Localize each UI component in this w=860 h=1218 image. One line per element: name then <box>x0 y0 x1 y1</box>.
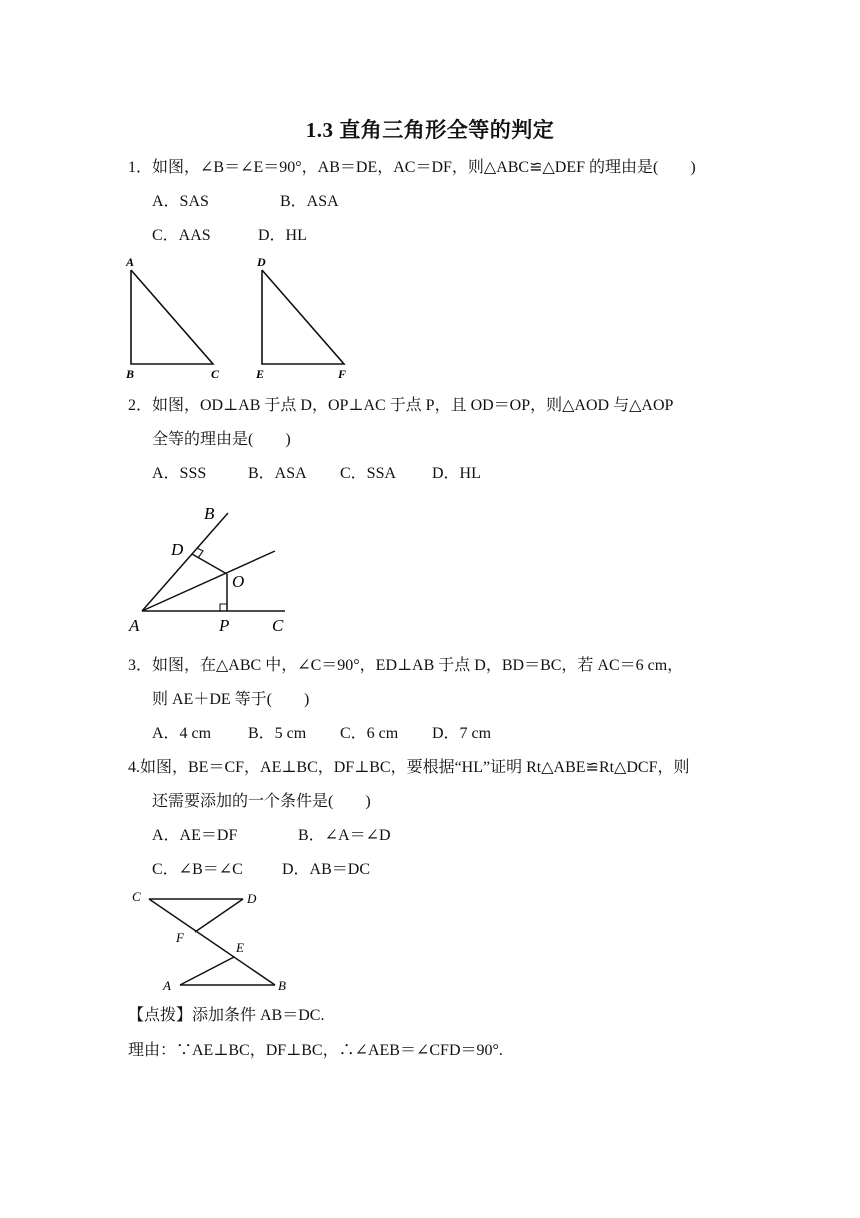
triangle-abc <box>131 270 213 364</box>
question-4-stem-line2: 还需要添加的一个条件是( ) <box>152 793 371 810</box>
q4-option-c: C．∠B＝∠C <box>152 861 243 878</box>
segment-df <box>195 899 243 932</box>
question-2-stem-line2: 全等的理由是( ) <box>152 431 291 448</box>
label-c: C <box>211 367 220 381</box>
label-b: B <box>126 367 135 381</box>
label-b: B <box>278 978 286 993</box>
label-d: D <box>171 540 184 559</box>
right-angle-mark-d <box>197 548 203 558</box>
label-c: C <box>272 616 284 635</box>
label-f: F <box>176 930 184 945</box>
q1-option-a: A．SAS <box>152 193 209 210</box>
label-p: P <box>219 616 230 635</box>
q3-option-d: D．7 cm <box>432 725 492 742</box>
q3-option-b: B．5 cm <box>248 725 307 742</box>
label-b: B <box>204 504 215 523</box>
q1-option-b: B．ASA <box>280 193 339 210</box>
triangle-def <box>262 270 344 364</box>
ray-ao <box>142 551 275 611</box>
question-4-stem-line1: 4.如图，BE＝CF，AE⊥BC，DF⊥BC，要根据“HL”证明 Rt△ABE≌Rt△DCF，则 <box>128 759 690 776</box>
q3-option-a: A．4 cm <box>152 725 212 742</box>
label-c: C <box>132 889 141 904</box>
q4-figure <box>125 883 300 998</box>
label-d: D <box>247 891 257 906</box>
q2-figure <box>125 500 300 640</box>
label-e: E <box>256 367 265 381</box>
label-a: A <box>129 616 140 635</box>
label-e: E <box>236 940 244 955</box>
q2-option-a: A．SSS <box>152 465 207 482</box>
label-o: O <box>232 572 245 591</box>
question-3-stem-line2: 则 AE＋DE 等于( ) <box>152 691 310 708</box>
label-d: D <box>257 255 266 269</box>
segment-od <box>192 554 227 574</box>
q3-option-c: C．6 cm <box>340 725 399 742</box>
q4-option-d: D．AB＝DC <box>282 861 371 878</box>
question-2-stem-line1: 2．如图，OD⊥AB 于点 D，OP⊥AC 于点 P，且 OD＝OP，则△AOD 与△AOP <box>128 397 674 414</box>
ray-ab <box>142 513 228 611</box>
segment-ae <box>180 957 234 985</box>
q1-option-d: D．HL <box>258 227 307 244</box>
label-f: F <box>338 367 347 381</box>
label-a: A <box>163 978 171 993</box>
label-a: A <box>126 255 135 269</box>
hint-label: 【点拨】添加条件 AB＝DC. <box>128 1007 325 1024</box>
q2-option-b: B．ASA <box>248 465 307 482</box>
q2-option-c: C．SSA <box>340 465 397 482</box>
hint-reason: 理由：∵AE⊥BC，DF⊥BC，∴∠AEB＝∠CFD＝90°. <box>128 1042 503 1059</box>
q2-option-d: D．HL <box>432 465 481 482</box>
segment-cb <box>149 899 275 985</box>
q4-option-b: B．∠A＝∠D <box>298 827 391 844</box>
q1-option-c: C．AAS <box>152 227 211 244</box>
page-title: 1.3 直角三角形全等的判定 <box>305 118 555 142</box>
q1-figure <box>118 250 358 385</box>
question-1-stem: 1．如图，∠B＝∠E＝90°，AB＝DE，AC＝DF，则△ABC≌△DEF 的理由是( ) <box>128 159 696 176</box>
right-angle-mark-p <box>220 604 227 611</box>
q4-option-a: A．AE＝DF <box>152 827 238 844</box>
question-3-stem-line1: 3．如图，在△ABC 中，∠C＝90°，ED⊥AB 于点 D，BD＝BC，若 AC＝6 cm， <box>128 657 684 674</box>
